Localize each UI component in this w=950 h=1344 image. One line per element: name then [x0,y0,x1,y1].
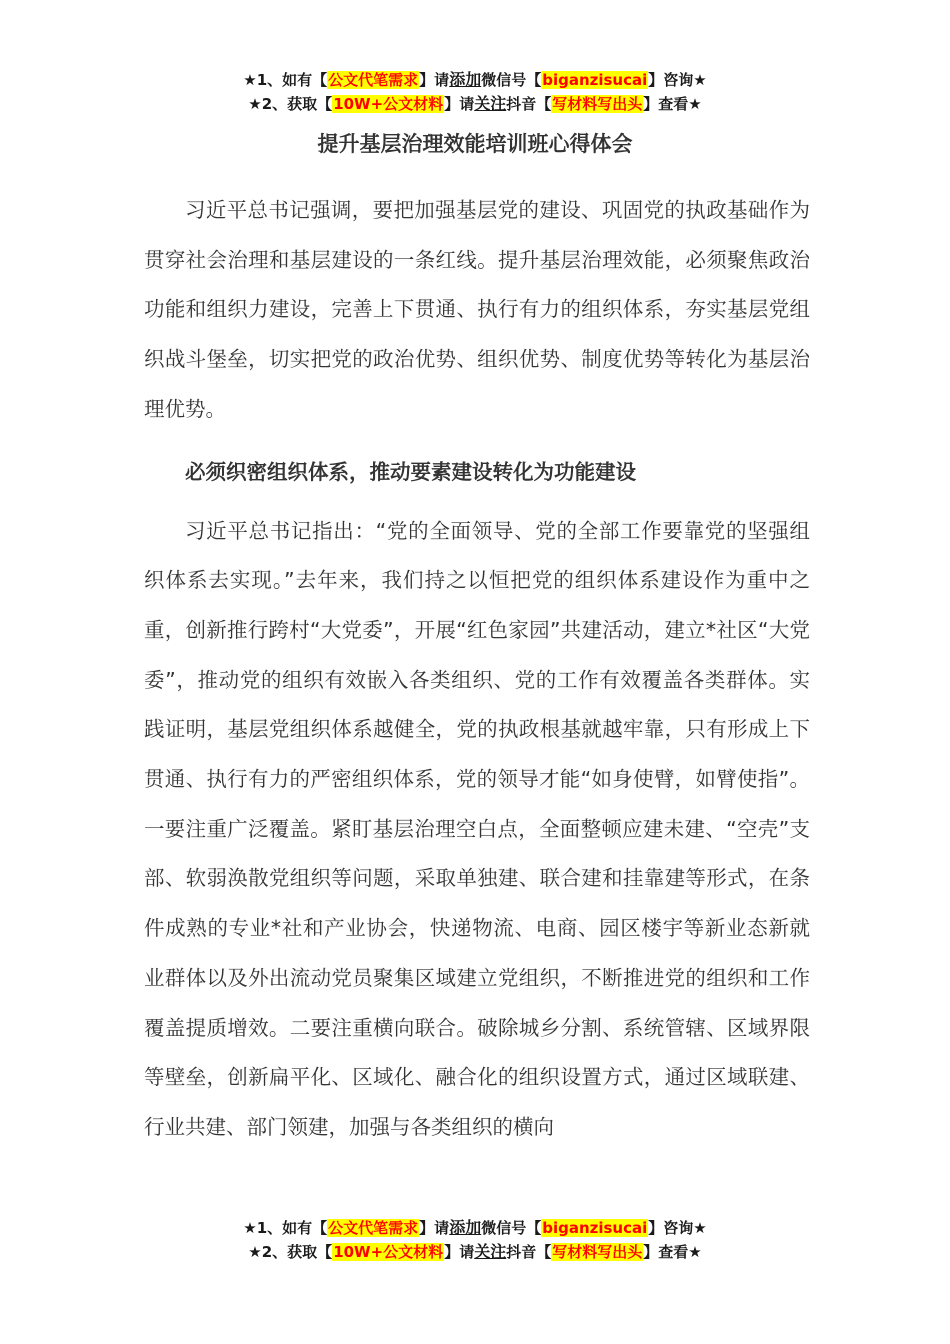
highlight-writing-service: 公文代笔需求 [328,71,419,89]
paragraph-organization-system: 习近平总书记指出：“党的全面领导、党的全部工作要靠党的坚强组织体系去实现。”去年来，我们持之以恒把党的组织体系建设作为重中之重，创新推行跨村“大党委”，开展“红色家园”共建活动，建立*社区“大党委”，推动党的组织有效嵌入各类组织、党的工作有效覆盖各类群体。实践证明，基层党组织体系越健全，党的执政根基就越牢靠，只有形成上下贯通、执行有力的严密组织体系，党的领导才能“如身使臂，如臂使指”。一要注重广泛覆盖。紧盯基层治理空白点，全面整顿应建未建、“空壳”支部、软弱涣散党组织等问题，采取单独建、联合建和挂靠建等形式，在条件成熟的专业*社和产业协会，快递物流、电商、园区楼宇等新业态新就业群体以及外出流动党员聚集区域建立党组织，不断推进党的组织和工作覆盖提质增效。二要注重横向联合。破除城乡分割、系统管辖、区域界限等壁垒，创新扁平化、区域化、融合化的组织设置方式，通过区域联建、行业共建、部门领建，加强与各类组织的横向 [144,518,810,1139]
banner-text: 抖音【 [506,1243,552,1261]
banner-text: 】查看★ [643,1243,702,1261]
banner-line-1 [0,68,950,92]
banner-text: 微信号【 [481,1219,542,1237]
banner-line-2 [0,1240,950,1264]
banner-text: 】请 [419,1219,450,1237]
banner-text: ★1、如有【 [243,71,328,89]
banner-text: 】请 [444,95,475,113]
highlight-materials: 10W+公文材料 [333,95,444,113]
banner-text: 】请 [444,1243,475,1261]
highlight-douyin-account: 写材料写出头 [552,95,643,113]
document-title: 提升基层治理效能培训班心得体会 [317,132,633,156]
banner-text: 】请 [419,71,450,89]
banner-text: 抖音【 [506,95,552,113]
banner-text: ★2、获取【 [248,1243,333,1261]
highlight-douyin-account: 写材料写出头 [552,1243,643,1261]
highlight-wechat-id: biganzisucai [542,1219,648,1237]
highlight-wechat-id: biganzisucai [542,71,648,89]
paragraph-intro: 习近平总书记强调，要把加强基层党的建设、巩固党的执政基础作为贯穿社会治理和基层建设的一条红线。提升基层治理效能，必须聚焦政治功能和组织力建设，完善上下贯通、执行有力的组织体系，夯实基层党组织战斗堡垒，切实把党的政治优势、组织优势、制度优势等转化为基层治理优势。 [144,198,810,421]
section-heading: 必须织密组织体系，推动要素建设转化为功能建设 [185,459,636,484]
banner-text: 】查看★ [643,95,702,113]
banner-text: 】咨询★ [648,1219,707,1237]
highlight-materials: 10W+公文材料 [333,1243,444,1261]
banner-text: ★2、获取【 [248,95,333,113]
banner-line-2 [0,92,950,116]
document-body [144,186,810,1153]
highlight-writing-service: 公文代笔需求 [328,1219,419,1237]
banner-text: 】咨询★ [648,71,707,89]
banner-line-1 [0,1216,950,1240]
banner-emphasis-add: 添加 [449,1218,482,1237]
header-banner [0,68,950,116]
banner-emphasis-follow: 关注 [474,94,507,113]
footer-banner [0,1216,950,1264]
banner-emphasis-add: 添加 [449,70,482,89]
banner-text: ★1、如有【 [243,1219,328,1237]
banner-text: 微信号【 [481,71,542,89]
banner-emphasis-follow: 关注 [474,1242,507,1261]
